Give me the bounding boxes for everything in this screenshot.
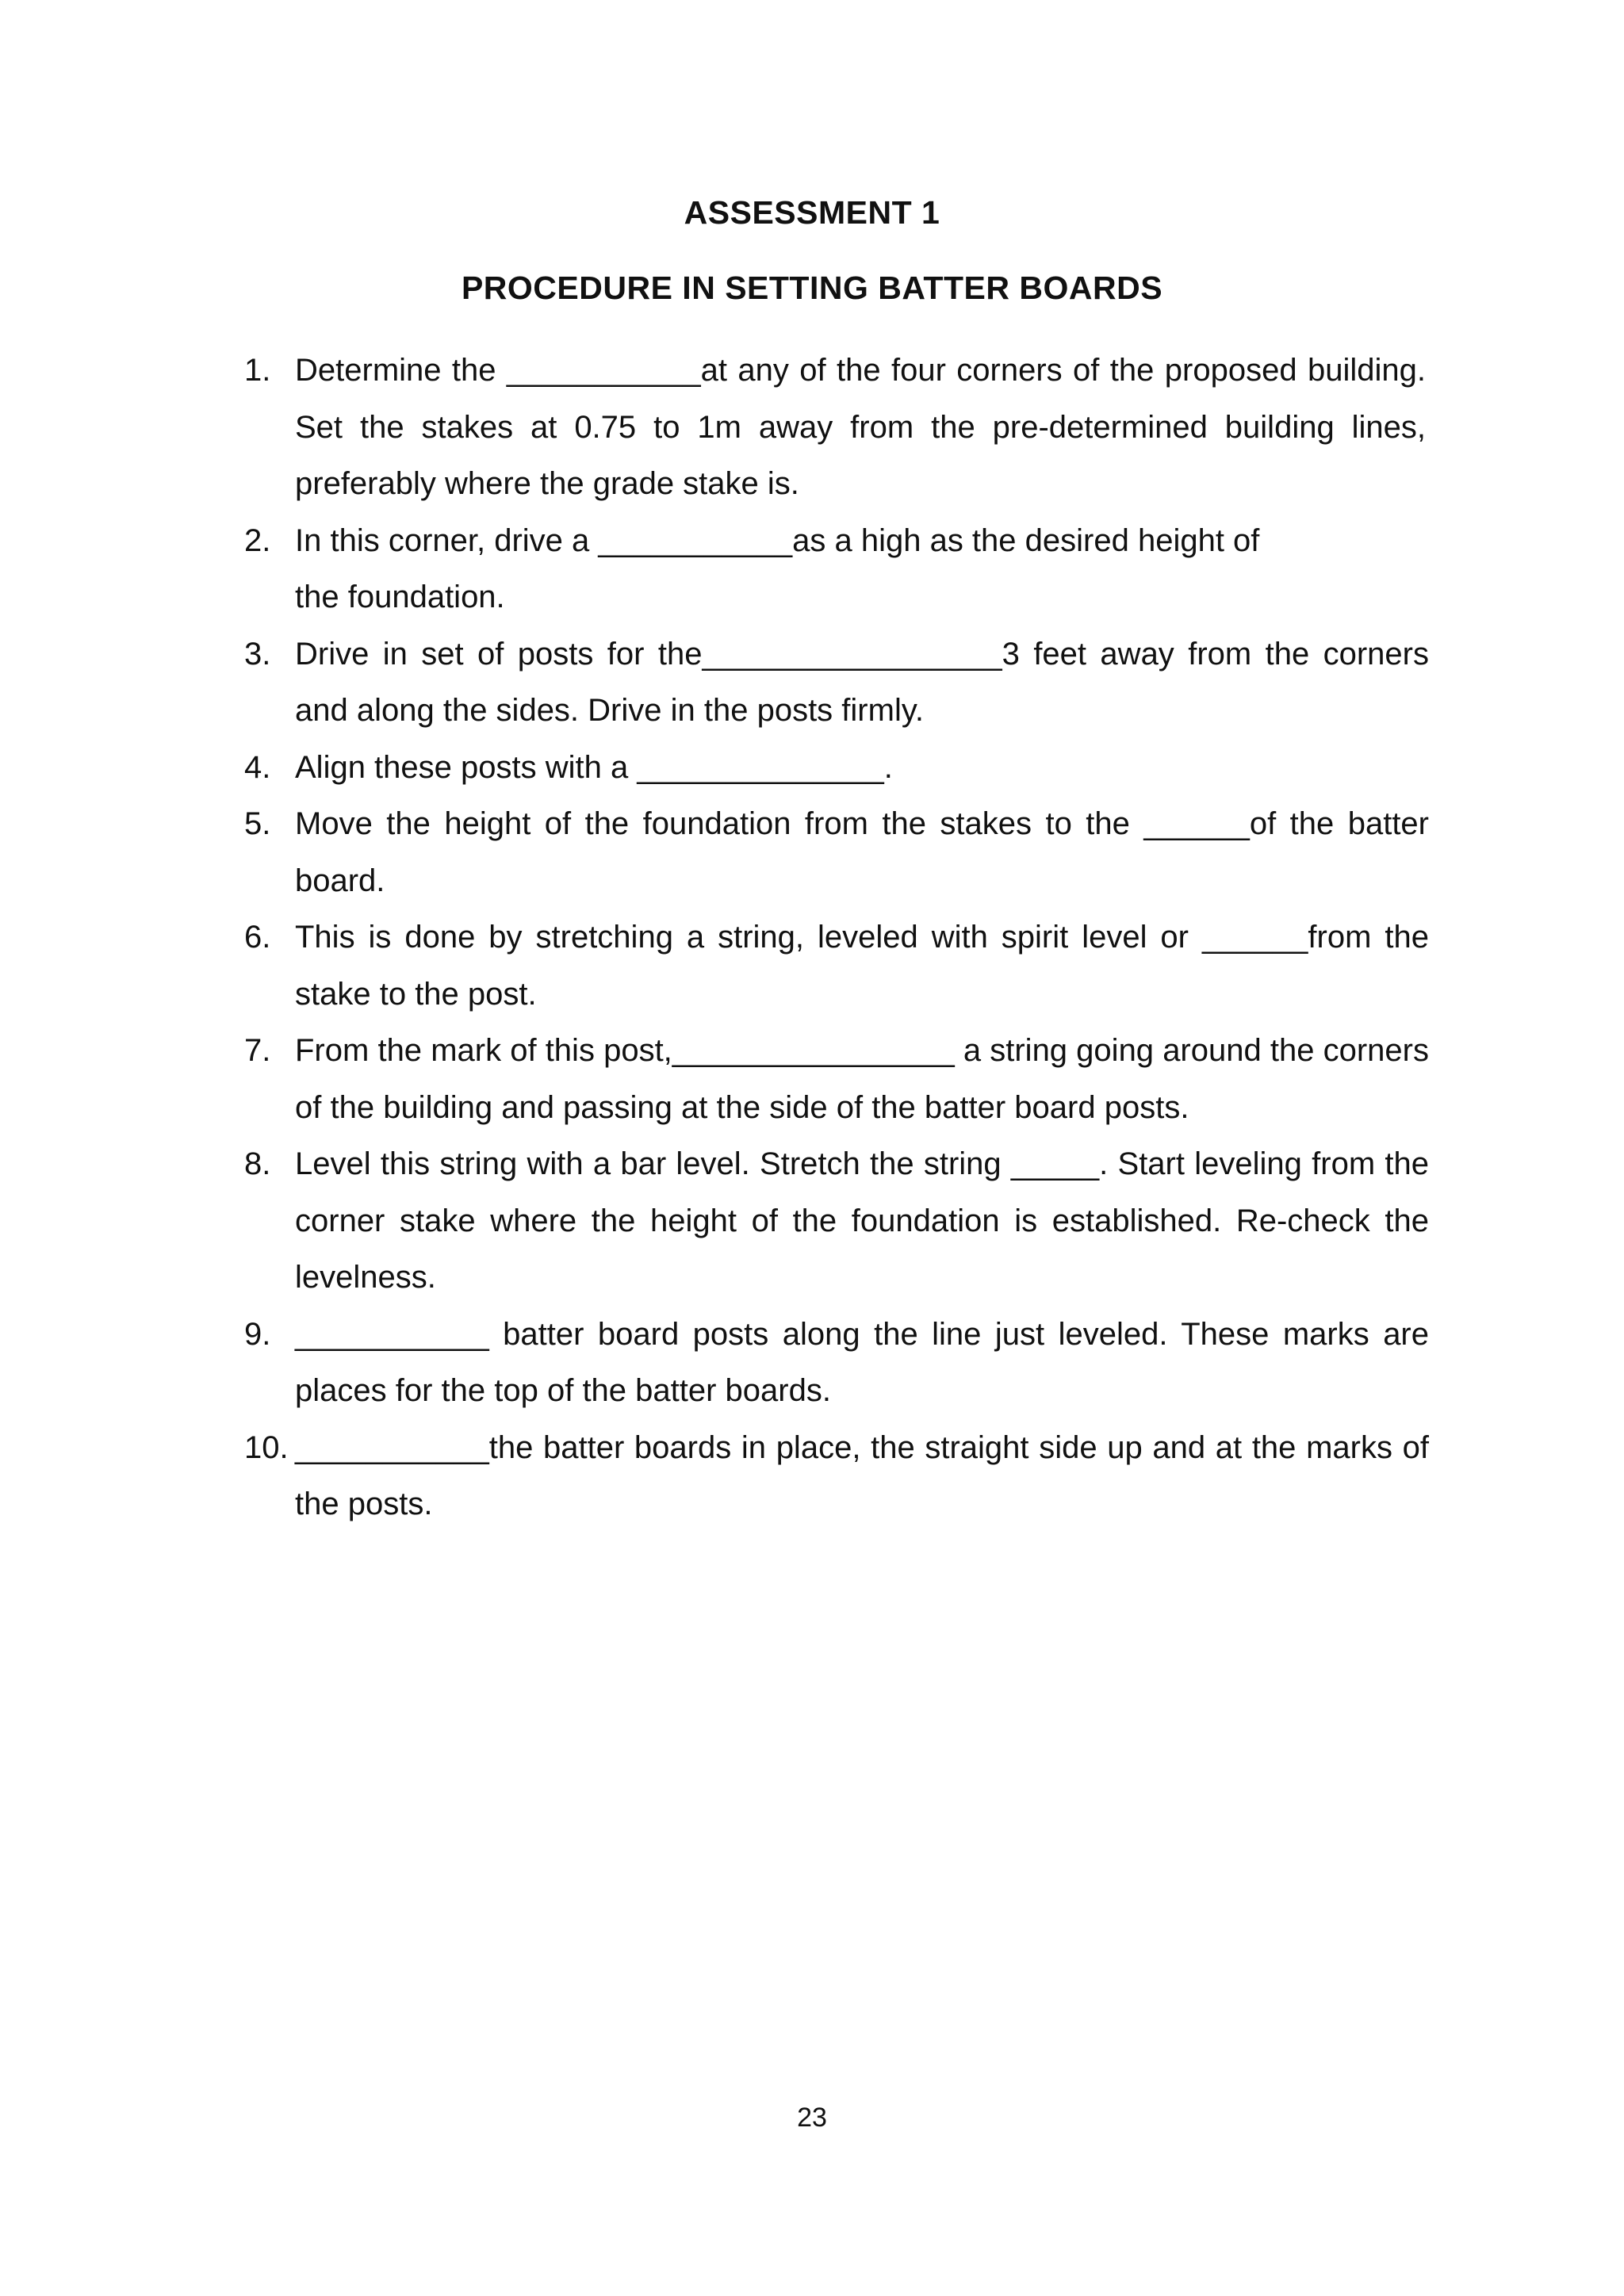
procedure-heading: PROCEDURE IN SETTING BATTER BOARDS (461, 270, 1163, 306)
list-item-8 (244, 1136, 1429, 1307)
item-number: 7. (244, 1033, 271, 1068)
list-item-4 (244, 740, 1429, 797)
item-text: Determine the ___________at any of the four corners of the proposed building. Set the stakes at 0.75 to 1m away from the pre-determined building lines, preferably where the grade stake is. (295, 353, 1426, 501)
list-item-9 (244, 1307, 1429, 1420)
list-item-7 (244, 1023, 1429, 1136)
item-number: 9. (244, 1316, 271, 1352)
procedure-list (244, 342, 1429, 1533)
list-item-1 (244, 342, 1429, 513)
list-item-6 (244, 909, 1429, 1023)
list-item-10 (244, 1420, 1429, 1533)
item-number: 8. (244, 1146, 271, 1181)
item-number: 5. (244, 806, 271, 841)
item-text: This is done by stretching a string, leveled with spirit level or ______from the stake to the post. (295, 920, 1429, 1012)
item-text: From the mark of this post,________________ a string going around the corners of the building and passing at the side of the batter board posts. (295, 1033, 1429, 1125)
item-text: In this corner, drive a ___________as a high as the desired height of the foundation. (295, 522, 1260, 614)
item-number: 4. (244, 749, 271, 785)
item-text: Move the height of the foundation from the stakes to the ______of the batter board. (295, 806, 1429, 898)
item-number: 6. (244, 920, 271, 955)
item-text: Align these posts with a ______________. (295, 749, 893, 785)
list-item-3 (244, 626, 1429, 740)
list-item-2 (244, 513, 1429, 626)
assessment-title: ASSESSMENT 1 (684, 194, 940, 231)
item-number: 3. (244, 636, 271, 672)
item-text: ___________ batter board posts along the line just leveled. These marks are places for the top of the batter boards. (295, 1316, 1429, 1408)
item-number: 1. (244, 353, 271, 388)
list-item-5 (244, 796, 1429, 909)
item-number: 10. (244, 1429, 289, 1465)
item-text: Drive in set of posts for the_________________3 feet away from the corners and along the sides. Drive in the posts firmly. (295, 636, 1429, 728)
item-text: Level this string with a bar level. Stretch the string _____. Start leveling from the corner stake where the height of the foundation is established. Re-check the levelness. (295, 1146, 1429, 1295)
page-number: 23 (797, 2103, 827, 2133)
item-text: ___________the batter boards in place, the straight side up and at the marks of the posts. (295, 1429, 1429, 1521)
item-number: 2. (244, 522, 271, 558)
